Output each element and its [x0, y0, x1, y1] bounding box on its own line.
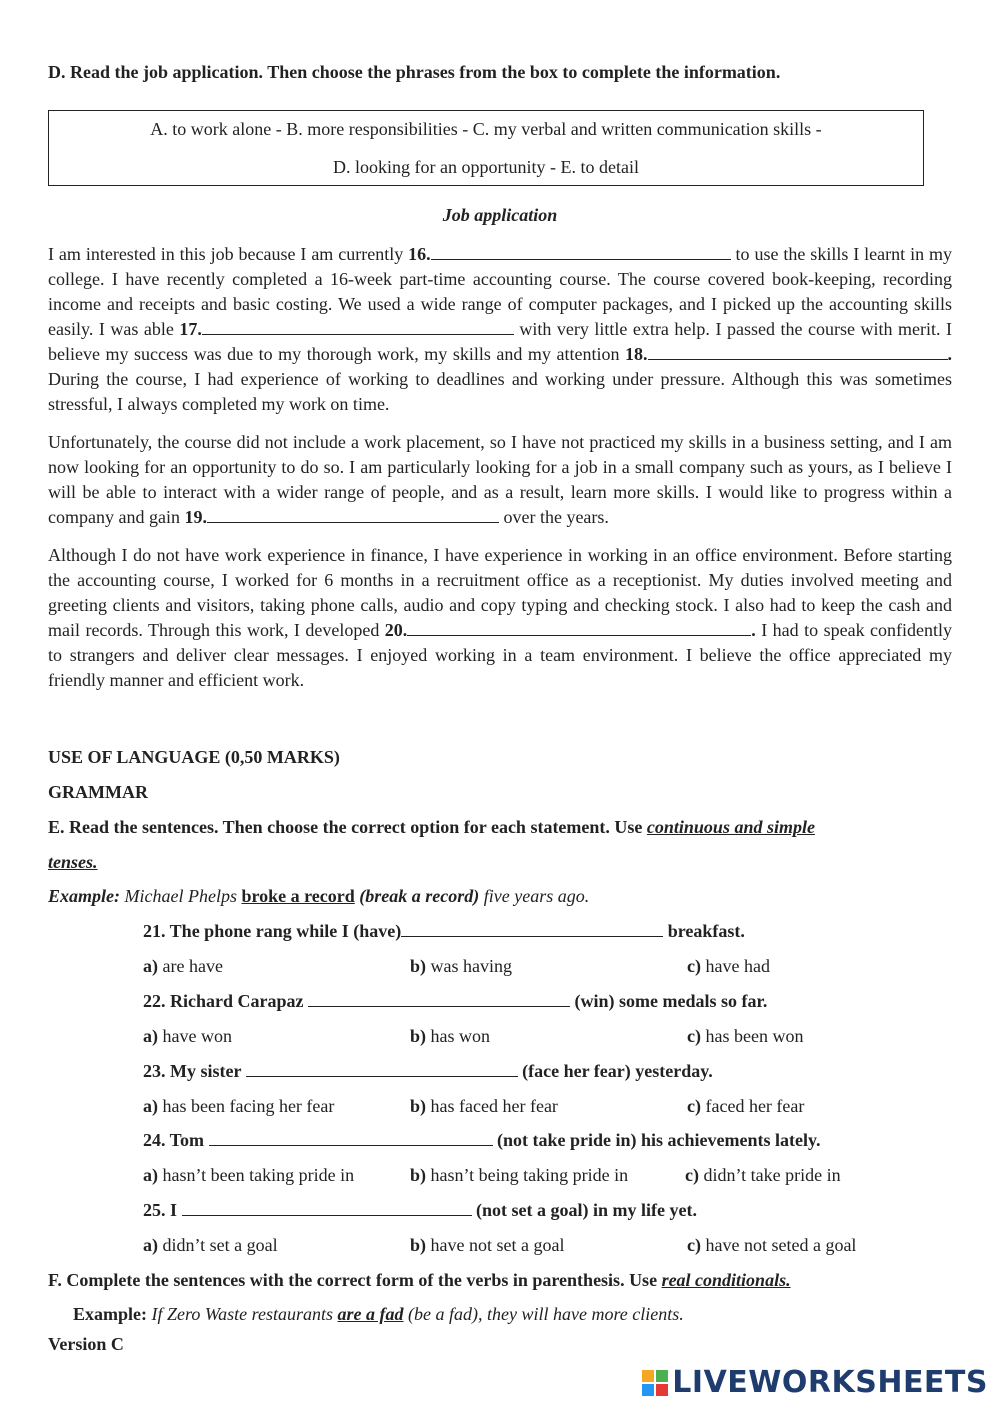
grammar-heading: GRAMMAR: [48, 782, 148, 802]
question-17-number: 17.: [179, 319, 202, 339]
answer-blank-17[interactable]: [202, 320, 514, 335]
option-22-b[interactable]: b) has won: [410, 1026, 491, 1046]
liveworksheets-logo-icon: [642, 1370, 668, 1396]
option-24-a[interactable]: a) hasn’t been taking pride in: [143, 1165, 355, 1185]
option-24-c[interactable]: c) didn’t take pride in: [685, 1165, 841, 1185]
question-25: 25. I (not set a goal) in my life yet.: [143, 1200, 697, 1220]
answer-blank-16[interactable]: [431, 245, 731, 260]
version-label: Version C: [48, 1334, 124, 1354]
liveworksheets-logo: [642, 1365, 988, 1400]
option-24-b[interactable]: b) hasn’t being taking pride in: [410, 1165, 629, 1185]
question-24: 24. Tom (not take pride in) his achievements lately.: [143, 1130, 821, 1150]
answer-blank-18[interactable]: [648, 345, 948, 360]
option-23-c[interactable]: c) faced her fear: [687, 1096, 805, 1116]
section-e-heading: E. Read the sentences. Then choose the correct option for each statement. Use continuous and simple: [48, 817, 815, 837]
answer-blank-24[interactable]: [209, 1131, 493, 1146]
paragraph-2: Unfortunately, the course did not include a work placement, so I have not practiced my skills in a business setting, and I am now looking for an opportunity to do so. I am particularly looking for a job in a small company such as yours, as I believe I will be able to interact with a wider range of people, and as a result, learn more skills. I would like to progress within a company and gain 19. over the years.: [48, 432, 952, 527]
section-e-example: Example: Michael Phelps broke a record (break a record) five years ago.: [48, 886, 590, 906]
option-21-a[interactable]: a) are have: [143, 956, 223, 976]
paragraph-3: Although I do not have work experience in finance, I have experience in working in an office environment. Before starting the accounting course, I worked for 6 months in a recruitment office as a receptionist. My duties involved meeting and greeting clients and visitors, taking phone calls, audio and copy typing and checking stock. I also had to keep the cash and mail records. Through this work, I developed 20. . I had to speak confidently to strangers and deliver clear messages. I enjoyed working in a team environment. I believe the office appreciated my friendly manner and efficient work.: [48, 545, 952, 690]
answer-blank-20[interactable]: [407, 621, 751, 636]
section-e-heading-cont: tenses.: [48, 852, 98, 872]
question-22: 22. Richard Carapaz (win) some medals so far.: [143, 991, 768, 1011]
option-23-a[interactable]: a) has been facing her fear: [143, 1096, 335, 1116]
logo-text: LIVEWORKSHEETS: [672, 1365, 988, 1400]
option-22-c[interactable]: c) has been won: [687, 1026, 804, 1046]
option-23-b[interactable]: b) has faced her fear: [410, 1096, 558, 1116]
question-23: 23. My sister (face her fear) yesterday.: [143, 1061, 713, 1081]
option-25-c[interactable]: c) have not seted a goal: [687, 1235, 857, 1255]
phrase-box-line-1: A. to work alone - B. more responsibilities - C. my verbal and written communication skills -: [150, 119, 822, 139]
use-of-language-heading: USE OF LANGUAGE (0,50 MARKS): [48, 747, 340, 767]
job-application-title: Job application: [442, 205, 558, 225]
question-16-number: 16.: [408, 244, 431, 264]
answer-blank-25[interactable]: [182, 1201, 472, 1216]
section-f-heading: F. Complete the sentences with the correct form of the verbs in parenthesis. Use real conditionals.: [48, 1270, 791, 1290]
question-20-number: 20.: [384, 620, 408, 640]
option-22-a[interactable]: a) have won: [143, 1026, 232, 1046]
paragraph-1: I am interested in this job because I am currently 16. to use the skills I learnt in my college. I have recently completed a 16-week part-time accounting course. The course covered book-keeping, recording income and receipts and basic costing. We used a wide range of computer packages, and I picked up the accounting skills easily. I was able 17. with very little extra help. I passed the course with merit. I believe my success was due to my thorough work, my skills and my attention 18. . During the course, I had experience of working to deadlines and working under pressure. Although this was sometimes stressful, I always completed my work on time.: [48, 244, 952, 414]
phrase-box: [48, 110, 924, 186]
option-21-b[interactable]: b) was having: [410, 956, 512, 976]
option-21-c[interactable]: c) have had: [687, 956, 770, 976]
question-19-number: 19.: [184, 507, 207, 527]
section-f-example: Example: If Zero Waste restaurants are a fad (be a fad), they will have more clients.: [73, 1304, 684, 1324]
question-18-number: 18.: [625, 344, 648, 364]
answer-blank-21[interactable]: [401, 922, 663, 937]
option-25-a[interactable]: a) didn’t set a goal: [143, 1235, 278, 1255]
question-21: 21. The phone rang while I (have) breakfast.: [143, 921, 745, 941]
answer-blank-22[interactable]: [308, 992, 570, 1007]
phrase-box-line-2: D. looking for an opportunity - E. to detail: [333, 157, 639, 177]
answer-blank-19[interactable]: [207, 508, 499, 523]
answer-blank-23[interactable]: [246, 1062, 518, 1077]
option-25-b[interactable]: b) have not set a goal: [410, 1235, 565, 1255]
section-d-heading: D. Read the job application. Then choose the phrases from the box to complete the information.: [48, 62, 781, 82]
